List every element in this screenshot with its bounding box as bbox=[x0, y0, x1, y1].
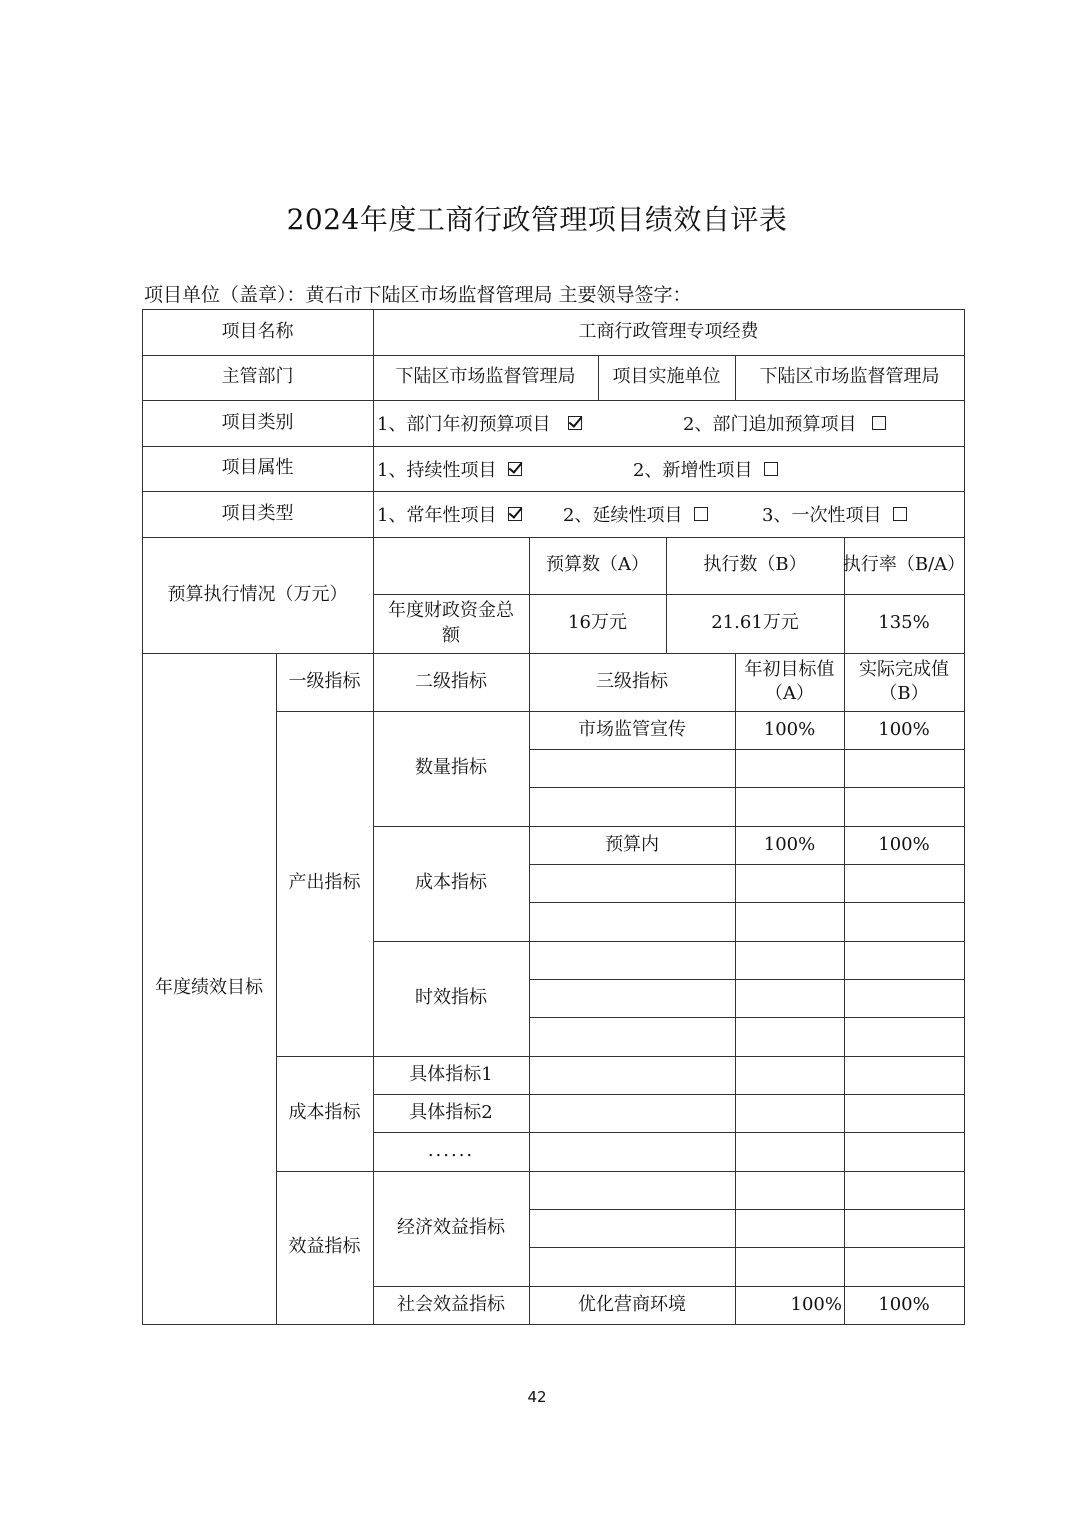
cost-group-item-2: 具体指标2 bbox=[409, 1101, 493, 1123]
category-option-2-label: 2、部门追加预算项目 bbox=[683, 414, 857, 435]
category-option-1-label: 1、部门年初预算项目 bbox=[377, 414, 551, 435]
type-options bbox=[373, 491, 964, 537]
quantity-item: 市场监管宣传 bbox=[578, 718, 686, 740]
execution-rate-value: 135% bbox=[878, 612, 930, 634]
page-number: 42 bbox=[527, 1388, 547, 1406]
header-target: 年初目标值（A） bbox=[744, 658, 835, 704]
budget-col-b: 执行数（B） bbox=[703, 554, 807, 576]
category-options bbox=[373, 400, 964, 446]
cost-item: 预算内 bbox=[605, 833, 659, 855]
attribute-label: 项目属性 bbox=[221, 457, 294, 479]
category-label: 项目类别 bbox=[221, 411, 294, 433]
attribute-options bbox=[373, 446, 964, 491]
project-unit-line: 项目单位（盖章）：黄石市下陆区市场监督管理局 主要领导签字： bbox=[144, 284, 692, 306]
economic-benefit-label: 经济效益指标 bbox=[397, 1217, 505, 1239]
social-benefit-label: 社会效益指标 bbox=[397, 1293, 505, 1315]
cost-indicator-label: 成本指标 bbox=[415, 872, 487, 894]
output-indicator-label: 产出指标 bbox=[288, 872, 361, 894]
budget-col-rate: 执行率（B/A） bbox=[842, 554, 966, 576]
project-name-value: 工商行政管理专项经费 bbox=[578, 320, 759, 342]
quantity-actual: 100% bbox=[878, 718, 930, 740]
type-option-1-checkbox[interactable] bbox=[508, 507, 522, 521]
cost-group-more: ...... bbox=[427, 1140, 475, 1162]
social-benefit-item: 优化营商环境 bbox=[578, 1293, 686, 1315]
cost-group-item-1: 具体指标1 bbox=[409, 1063, 493, 1085]
attribute-option-1-checkbox[interactable] bbox=[508, 462, 522, 476]
type-option-2-label: 2、延续性项目 bbox=[563, 505, 683, 526]
implementing-unit-value: 下陆区市场监督管理局 bbox=[759, 366, 940, 388]
department-label: 主管部门 bbox=[221, 366, 294, 388]
attribute-option-2-checkbox[interactable] bbox=[764, 462, 778, 476]
cost-group-label: 成本指标 bbox=[288, 1102, 361, 1124]
header-level2: 二级指标 bbox=[415, 670, 487, 692]
attribute-option-1-label: 1、持续性项目 bbox=[377, 459, 497, 481]
budget-col-a: 预算数（A） bbox=[546, 554, 649, 576]
header-actual: 实际完成值（B） bbox=[859, 658, 949, 704]
social-benefit-target: 100% bbox=[790, 1293, 842, 1315]
attribute-option-2-label: 2、新增性项目 bbox=[633, 459, 753, 481]
implementing-unit-label: 项目实施单位 bbox=[612, 366, 721, 388]
type-option-2-checkbox[interactable] bbox=[694, 507, 708, 521]
header-level1: 一级指标 bbox=[288, 670, 361, 692]
category-option-2-checkbox[interactable] bbox=[872, 416, 886, 430]
social-benefit-actual: 100% bbox=[878, 1293, 930, 1315]
page-title: 2024年度工商行政管理项目绩效自评表 bbox=[286, 203, 788, 236]
budget-execution-label: 预算执行情况（万元） bbox=[167, 583, 348, 605]
annual-performance-goal-label: 年度绩效目标 bbox=[155, 977, 263, 999]
header-level3: 三级指标 bbox=[596, 670, 668, 692]
type-label: 项目类型 bbox=[221, 502, 294, 524]
quantity-indicator-label: 数量指标 bbox=[415, 757, 487, 779]
quantity-target: 100% bbox=[763, 718, 816, 740]
type-option-3-label: 3、一次性项目 bbox=[762, 505, 882, 526]
timeliness-indicator-label: 时效指标 bbox=[415, 987, 487, 1009]
cost-target: 100% bbox=[763, 833, 816, 855]
budget-value-a: 16万元 bbox=[568, 612, 627, 634]
category-option-1-checkbox[interactable] bbox=[568, 416, 582, 430]
project-name-label: 项目名称 bbox=[221, 320, 294, 342]
cost-actual: 100% bbox=[878, 833, 930, 855]
type-option-3-checkbox[interactable] bbox=[893, 507, 907, 521]
budget-value-b: 21.61万元 bbox=[711, 612, 799, 634]
department-value: 下陆区市场监督管理局 bbox=[395, 366, 576, 388]
benefit-indicator-label: 效益指标 bbox=[288, 1236, 361, 1258]
annual-fund-total-label: 年度财政资金总额 bbox=[388, 600, 514, 646]
type-option-1-label: 1、常年性项目 bbox=[377, 505, 497, 526]
